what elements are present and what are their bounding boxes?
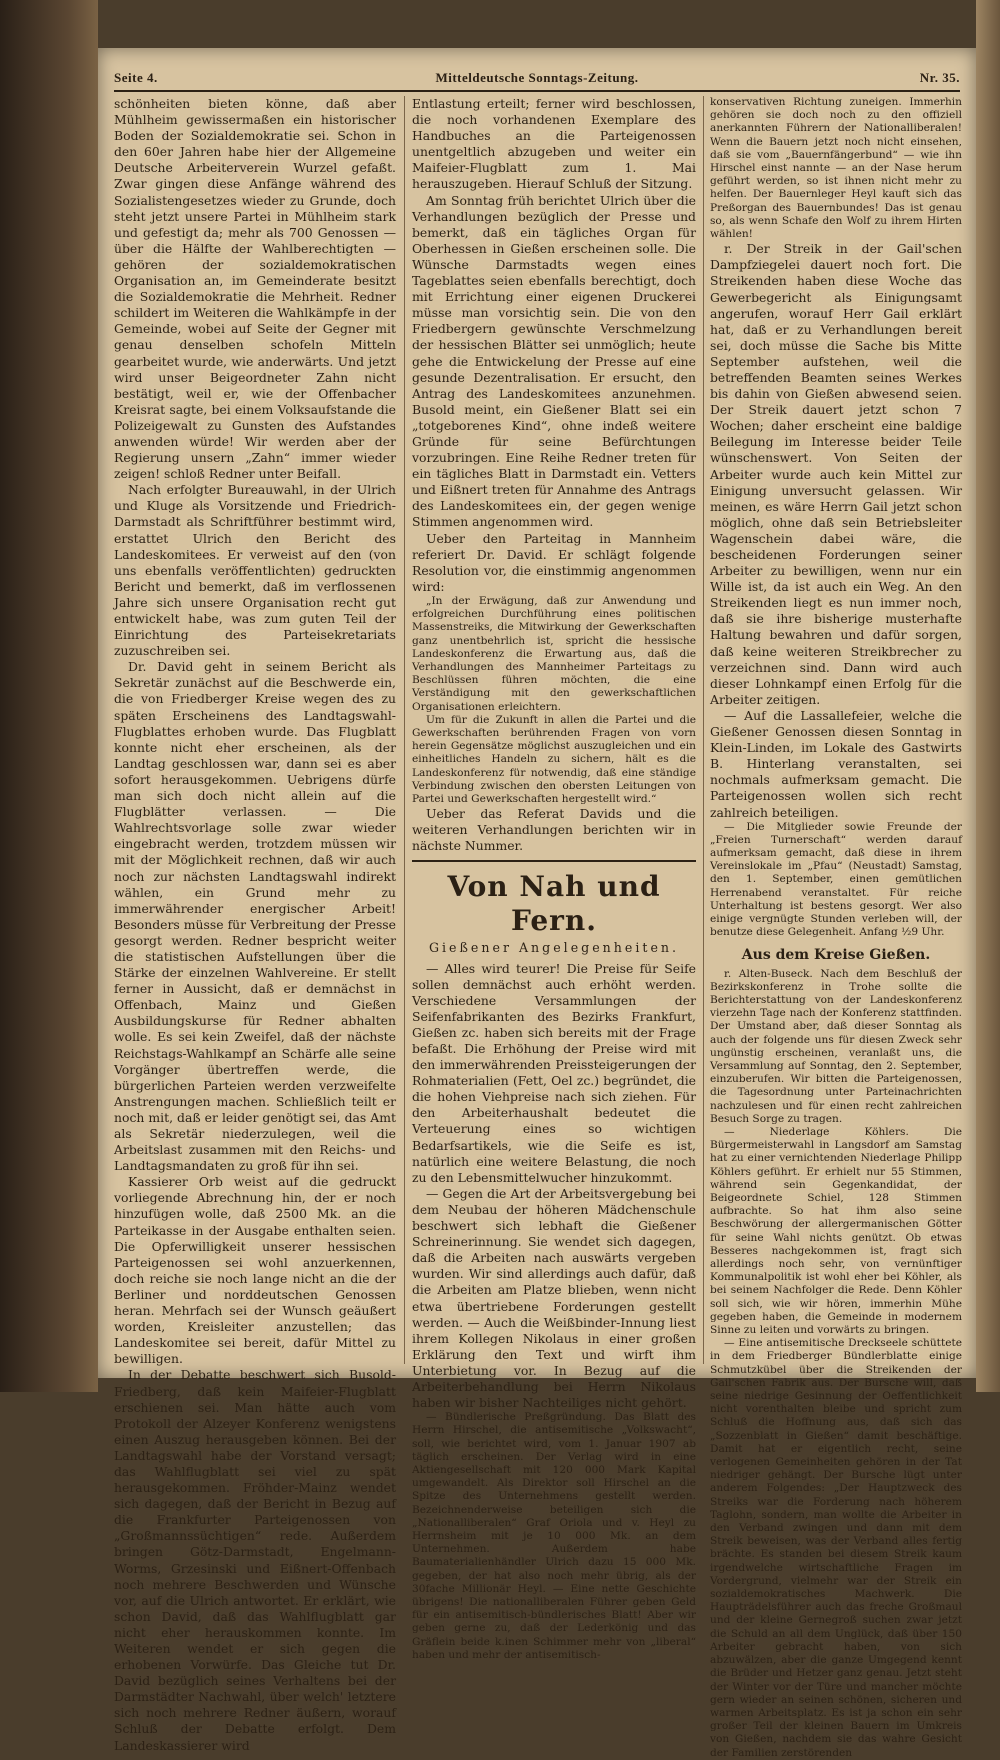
issue-number: Nr. 35. xyxy=(919,70,960,85)
article-paragraph: Dr. David geht in seinem Bericht als Sekretär zunächst auf die Beschwerde ein, die von Friedberger Kreise wegen des zu späten Erscheinens des Landtagswahl-Flugblattes erhoben wurde. Das Flugblatt konnte nicht eher erscheinen, als der Landtag geschlossen war, dann sei es aber sofort herausgekommen. Uebrigens dürfe man sich doch nicht allein auf die Flugblätter verlassen. — Die Wahlrechtsvorlage solle zwar wieder eingebracht werden, trotzdem müssen wir mit der Möglichkeit rechnen, daß wir auch noch zur nächsten Landtagswahl indirekt wählen, ein Grund mehr zu immerwährender energischer Arbeit! Besonders müsse für Verbreitung der Presse gesorgt werden. Redner bespricht weiter die statistischen Aufstellungen über die Stärke der einzelnen Wahlvereine. Er stellt ferner in Aussicht, daß er demnächst in Offenbach, Mainz und Gießen Ausbildungskurse für Redner abhalten wolle. Es sei kein Zweifel, daß der nächste Reichstags-Wahlkampf an Schärfe alle seine Vorgänger übertreffen werde, die bürgerlichen Parteien werden verzweifelte Anstrengungen machen. Schließlich teilt er noch mit, daß er leider genötigt sei, das Amt als Sekretär niederzulegen, weil die Arbeitslast zusammen mit den Reichs- und Landtagsmandaten zu groß für ihn sei. xyxy=(114,659,396,1174)
small-print-paragraph: — Die Mitglieder sowie Freunde der „Freien Turnerschaft“ werden darauf aufmerksam gemacht, daß diese in ihrem Vereinslokale im „Pfau“ (Neustadt) Samstag, den 1. September, einen gemütlichen Herrenabend veranstaltet. Für reiche Unterhaltung ist bestens gesorgt. Wer also einige vergnügte Stunden verleben will, der benutze diese Gelegenheit. Anfang ½9 Uhr. xyxy=(710,820,962,939)
article-paragraph: Entlastung erteilt; ferner wird beschlossen, die noch vorhandenen Exemplare des Handbuches an die Parteigenossen unentgeltlich abzugeben und weiter ein Maifeier-Flugblatt zum 1. Mai herauszugeben. Hierauf Schluß der Sitzung. xyxy=(412,96,696,192)
small-print-paragraph: — Bündlerische Preßgründung. Das Blatt des Herrn Hirschel, die antisemitische „Volkswacht“, soll, wie berichtet wird, vom 1. Januar 1907 ab täglich erscheinen. Der Verlag wird in eine Aktiengesellschaft mit 120 000 Mark Kapital umgewandelt. Als Direktor soll Hirschel an die Spitze des Unternehmens gestellt werden. Bezeichnenderweise beteiligen sich die „Nationalliberalen“ Graf Oriola und v. Heyl zu Herrnsheim mit je 10 000 Mk. an dem Unternehmen. Außerdem habe Baumaterialienhändler Ulrich dazu 15 000 Mk. gegeben, der hat also noch mehr übrig, als der 30fache Millionär Heyl. — Eine nette Geschichte übrigens! Die nationalliberalen Führer geben Geld für ein antisemitisch-bündlerisches Blatt! Aber wir geben gerne zu, daß der Lederkönig und das Gräflein beide k.inen Schimmer mehr von „liberal“ haben und mehr der antisemitisch- xyxy=(412,1411,696,1661)
resolution-paragraph: Um für die Zukunft in allen die Partei und die Gewerkschaften berührenden Fragen von vorn herein Gegensätze möglichst auszugleichen und ein einheitliches Handeln zu sichern, hält es die Landeskonferenz für notwendig, daß eine ständige Verbindung zwischen den obersten Leitungen von Partei und Gewerkschaften hergestellt wird.“ xyxy=(412,713,696,805)
article-paragraph: In der Debatte beschwert sich Busold-Friedberg, daß kein Maifeier-Flugblatt erschienen sei. Man hätte auch vom Protokoll der Alzeyer Konferenz wenigstens einen Auszug herausgeben können. Bei der Landtagswahl habe der Vorstand versagt; das Wahlflugblatt sei viel zu spät herausgekommen. Fröhder-Mainz wendet sich dagegen, daß der Bericht in Bezug auf die Frankfurter Parteigenossen von „Großmannssüchtigen“ rede. Außerdem bringen Götz-Darmstadt, Engelmann-Worms, Grzesinski und Eißnert-Offenbach noch mehrere Beschwerden und Wünsche vor, auf die Ulrich antwortet. Er erklärt, wie schon David, daß das Wahlflugblatt gar nicht eher herauskommen konnte. Im Weiteren wendet er sich gegen die erhobenen Vorwürfe. Das Gleiche tut Dr. David bezüglich seines Verhaltens bei der Darmstädter Nachwahl, über welch' letztere sich noch mehrere Redner äußern, worauf Schluß der Debatte erfolgt. Dem Landeskassierer wird xyxy=(114,1367,396,1753)
column-2 xyxy=(412,96,696,1661)
article-paragraph: — Gegen die Art der Arbeitsvergebung bei dem Neubau der höheren Mädchenschule beschwert sich lebhaft die Gießener Schreinerinnung. Sie wendet sich dagegen, daß die Arbeiten nach auswärts vergeben wurden. Wir sind allerdings auch dafür, daß die Arbeiten am Platze blieben, wenn nicht etwa übertriebene Forderungen gestellt werden. — Auch die Weißbinder-Innung liest ihrem Kollegen Nikolaus in einer großen Erklärung den Text und wirft ihm Unterbietung vor. In Bezug auf die Arbeiterbehandlung bei Herrn Nikolaus haben wir bisher Nachteiliges nicht gehört. xyxy=(412,1185,696,1411)
page-header xyxy=(114,70,960,90)
column-divider xyxy=(703,96,704,1364)
article-paragraph: Nach erfolgter Bureauwahl, in der Ulrich und Kluge als Vorsitzende und Friedrich-Darmstadt als Schriftführer bestimmt wird, erstattet Ulrich den Bericht des Landeskomitees. Er verweist auf den (von uns ebenfalls veröffentlichten) gedruckten Bericht und bemerkt, daß im verflossenen Jahre sich unsere Organisation recht gut entwickelt habe, was zum guten Teil der Einrichtung des Parteisekretariats zuzuschreiben sei. xyxy=(114,482,396,659)
page-number: Seite 4. xyxy=(114,70,158,85)
article-paragraph: r. Der Streik in der Gail'schen Dampfziegelei dauert noch fort. Die Streikenden haben diese Woche das Gewerbegericht als Einigungsamt angerufen, worauf Herr Gail erklärt hat, daß er zu Verhandlungen bereit sei, doch müsse die Sache bis Mitte September aufstehen, weil die betreffenden Beamten seines Werkes bis dahin von Gießen abwesend seien. Der Streik dauert jetzt schon 7 Wochen; daher erscheint eine baldige Beilegung im Interesse beider Teile wünschenswert. Von Seiten der Arbeiter wurde auch kein Mittel zur Einigung unversucht gelassen. Wir meinen, es wäre Herrn Gail jetzt schon möglich, ohne daß sein Betriebsleiter Wagenschein dabei wäre, die bescheidenen Forderungen seiner Arbeiter zu bewilligen, wenn nur ein Wille ist, da ist auch ein Weg. An den Streikenden liegt es nun immer noch, daß sie ihre bisherige musterhafte Haltung bewahren und dafür sorgen, daß keine weiteren Streikbrecher zu verzeichnen sind. Dann wird auch dieser Lohnkampf einen Erfolg für die Arbeiter zeitigen. xyxy=(710,241,962,707)
article-paragraph: Ueber den Parteitag in Mannheim referiert Dr. David. Er schlägt folgende Resolution vor, die einstimmig angenommen wird: xyxy=(412,530,696,594)
small-print-paragraph: — Niederlage Köhlers. Die Bürgermeisterwahl in Langsdorf am Samstag hat zu einer vernichtenden Niederlage Philipp Köhlers geführt. Er erhielt nur 55 Stimmen, während sein Gegenkandidat, der Beigeordnete Schiel, 128 Stimmen aufbrachte. So hat ihm also seine Beschwörung der allergermanischen Götter für seine Wahl nichts genützt. Ob etwas Besseres nachgekommen ist, fragt sich allerdings noch sehr, von vernünftiger Kommunalpolitik ist wohl eher bei Köhler, als bei seinem Nachfolger die Rede. Denn Köhler soll sich, wie wir hören, immerhin Mühe gegeben haben, die Gemeinde in modernem Sinne zu leiten und vorwärts zu bringen. xyxy=(710,1125,962,1337)
section-rule xyxy=(412,860,696,862)
article-paragraph: — Alles wird teurer! Die Preise für Seife sollen demnächst auch erhöht werden. Verschiedene Versammlungen der Seifenfabrikanten des Bezirks Frankfurt, Gießen zc. haben sich bereits mit der Frage befaßt. Die Erhöhung der Preise wird mit den immerwährenden Preissteigerungen der Rohmaterialien (Fett, Oel zc.) begründet, die die hohen Viehpreise nach sich ziehen. Für den Arbeiterhaushalt bedeutet die Verteuerung eines so wichtigen Bedarfsartikels, wie die Seife es ist, natürlich eine weitere Belastung, die noch zu den Lebensmittelwucher hinzukommt. xyxy=(412,960,696,1185)
resolution-paragraph: „In der Erwägung, daß zur Anwendung und erfolgreichen Durchführung eines politischen Massenstreiks, die Mitwirkung der Gewerkschaften ganz unentbehrlich ist, spricht die hessische Landeskonferenz die Erwartung aus, daß die Verhandlungen des Mannheimer Parteitags zu Beschlüssen führen möchten, die eine Verständigung mit den gewerkschaftlichen Organisationen erleichtern. xyxy=(412,594,696,713)
column-divider xyxy=(404,96,405,1364)
section-subtitle: Gießener Angelegenheiten. xyxy=(428,940,680,956)
page-edge xyxy=(976,0,1000,1392)
article-paragraph: Am Sonntag früh berichtet Ulrich über die Verhandlungen bezüglich der Presse und bemerkt, daß ein tägliches Organ für Oberhessen in Gießen erscheinen solle. Die Wünsche Darmstadts wegen eines Tageblattes seien ebenfalls berechtigt, doch mit Errichtung einer eigenen Druckerei müsse man vorsichtig sein. Die von den Friedbergern gewünschte Verschmelzung der hessischen Blätter sei unmöglich; heute gehe die Entwickelung der Presse auf eine gesunde Dezentralisation. Er ersucht, den Antrag des Landeskomitees anzunehmen. Busold meint, ein Gießener Blatt sei ein „totgeborenes Kind“, ohne indeß weitere Gründe für seine Befürchtungen vorzubringen. Eine Reihe Redner treten für ein tägliches Blatt in Darmstadt ein. Vetters und Eißnert treten für Annahme des Antrags des Landeskomitees ein, der gegen wenige Stimmen angenommen wird. xyxy=(412,192,696,530)
small-print-paragraph: konservativen Richtung zuneigen. Immerhin gehören sie doch noch zu den offiziell anerkannten Führern der Nationalliberalen! Wenn die Bauern jetzt noch nicht einsehen, daß sie vom „Bauernfängerbund“ — wie ihn Hirschel einst nannte — an der Nase herum geführt werden, so ist ihnen nicht mehr zu helfen. Der Bauernleger Heyl kauft sich das Preßorgan des Bauernbundes! Das ist genau so, als wenn Schafe den Wolf zu ihrem Hirten wählen! xyxy=(710,96,962,241)
newspaper-page xyxy=(98,48,976,1759)
section-title: Aus dem Kreise Gießen. xyxy=(741,947,931,964)
header-rule xyxy=(114,90,960,92)
book-binding xyxy=(0,0,98,1392)
section-title: Von Nah und Fern. xyxy=(447,870,661,938)
article-paragraph: Ueber das Referat Davids und die weiteren Verhandlungen berichten wir in nächste Nummer. xyxy=(412,806,696,854)
column-1 xyxy=(114,96,396,1753)
article-paragraph: Kassierer Orb weist auf die gedruckt vorliegende Abrechnung hin, der er noch hinzufügen wolle, daß 2500 Mk. an die Parteikasse in der Ausgabe enthalten seien. Die Opferwilligkeit unserer hessischen Parteigenossen sei wohl anzuerkennen, doch reiche sie noch lange nicht an die der Berliner und norddeutschen Genossen heran. Mehrfach sei der Wunsch geäußert worden, Kreisleiter anzustellen; das Landeskomitee sei bereit, dafür Mittel zu bewilligen. xyxy=(114,1174,396,1367)
article-paragraph: schönheiten bieten könne, daß aber Mühlheim gewissermaßen ein historischer Boden der Sozialdemokratie sei. Schon in den 60er Jahren habe hier der Allgemeine Deutsche Arbeiterverein Wurzel gefaßt. Zwar gingen diese Anfänge während des Sozialistengesetzes wieder zu Grunde, doch steht jetzt unsere Partei in Mühlheim stark und gefestigt da; mehr als 700 Genossen — über die Hälfte der Wahlberechtigten — gehören der sozialdemokratischen Organisation an, im Gemeinderate besitzt die Sozialdemokratie die Mehrheit. Redner schildert im Weiteren die Wahlkämpfe in der Gemeinde, wobei auf Seite der Gegner mit genau denselben schofeln Mitteln gearbeitet wurde, wie anderwärts. Und jetzt wird unser Beigeordneter Zahn nicht bestätigt, weil er, wie der Offenbacher Kreisrat sagte, bei einem Volksaufstande die Polizeigewalt zu Gunsten des Aufstandes anwenden würde! Wir werden aber der Regierung unsern „Zahn“ immer wieder zeigen! schloß Redner unter Beifall. xyxy=(114,96,396,482)
small-print-paragraph: r. Alten-Buseck. Nach dem Beschluß der Bezirkskonferenz in Trohe sollte die Berichterstattung von der Landeskonferenz vierzehn Tage nach der Konferenz stattfinden. Der Umstand aber, daß dieser Sonntag als auch der folgende uns für diesen Zweck sehr ungünstig erscheinen, veranlaßt uns, die Versammlung auf Sonntag, den 2. September, einzuberufen. Wir bitten die Parteigenossen, die Tagesordnung unter Parteinachrichten nachzulesen und für einen recht zahlreichen Besuch Sorge zu tragen. xyxy=(710,967,962,1125)
article-paragraph: — Auf die Lassallefeier, welche die Gießener Genossen diesen Sonntag in Klein-Linden, im Lokale des Gastwirts B. Hinterlang veranstalten, sei nochmals aufmerksam gemacht. Die Parteigenossen wollen sich recht zahlreich beteiligen. xyxy=(710,707,962,820)
column-3 xyxy=(710,96,962,1759)
small-print-paragraph: — Eine antisemitische Dreckseele schüttete in dem Friedberger Bündlerblatte einige Schmutzkübel über die Streikenden der Gail'schen Fabrik aus. Der Bursche will, daß seine niedrige Gesinnung der Oeffentlichkeit nicht vorenthalten bleibe und spricht zum Schluß die Hoffnung aus, daß sich das „Sozzenblatt in Gießen“ damit beschäftige. Damit hat er eigentlich recht, seine verlogenen Gemeinheiten gehören in der Tat niedriger gehängt. Der Bursche lügt unter anderem Folgendes: „Der Hauptzweck des Streiks war die Forderung nach höherem Taglohn, sondern, man wollte die Arbeiter in den Verband zwingen und dann mit dem Streik beweisen, was der Verband alles fertig brächte. Es standen bei diesem Streik kaum irgendwelche wirtschaftliche Fragen im Vordergrund, vielmehr war der Streik ein sozialdemokratisches Machwerk. Die Haupträdelsführer auch das freche Großmaul und der kleine Gernegroß suchen zwar jetzt die Schuld an all dem Unglück, daß über 150 Arbeiter gebracht haben, von sich abzuwälzen, aber die ganze Umgegend kennt die Brüder und Hetzer ganz genau. Jetzt steht der Winter vor der Türe und mancher möchte gern wieder an seinen schönen, sicheren und warmen Arbeitsplatz. Es ist ja schon ein sehr großer Teil der kleinen Bauern im Umkreis von Gießen, nachdem sie das wahre Gesicht der Familien zerstörenden xyxy=(710,1337,962,1759)
paper-title: Mitteldeutsche Sonntags-Zeitung. xyxy=(435,70,639,85)
